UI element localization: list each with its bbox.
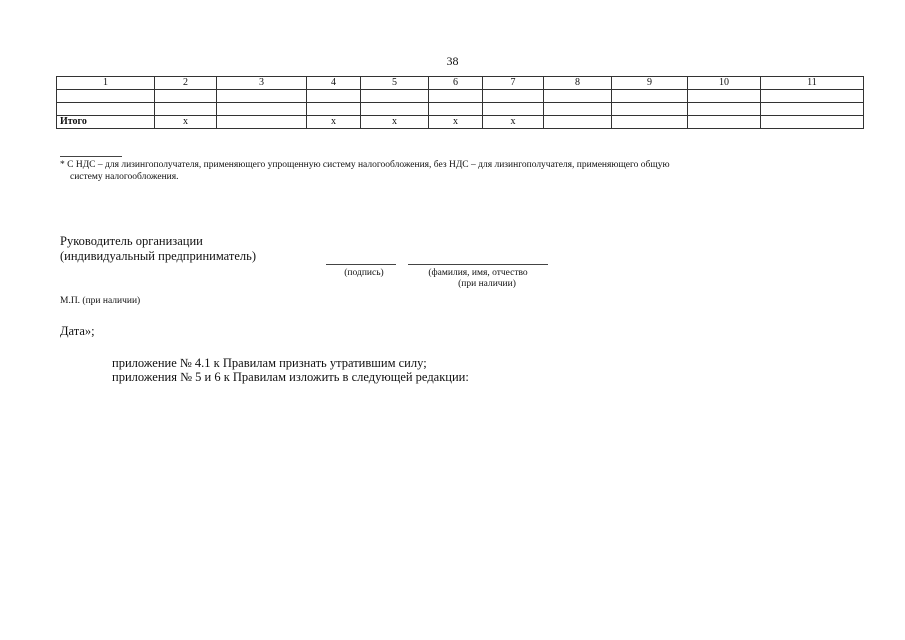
table-cell xyxy=(361,90,429,103)
table-cell: 5 xyxy=(361,77,429,90)
table-cell xyxy=(57,90,155,103)
table-cell: 10 xyxy=(688,77,761,90)
table-cell: 6 xyxy=(429,77,483,90)
table-cell: 1 xyxy=(57,77,155,90)
footnote-line-1: * С НДС – для лизингополучателя, применяющего упрощенную систему налогообложения, без НДС – для лизингополучателя, применяющего общую xyxy=(60,160,670,170)
table-cell xyxy=(761,103,864,116)
table-cell xyxy=(544,116,612,129)
name-caption xyxy=(402,268,554,290)
table-cell xyxy=(544,103,612,116)
table-cell: х xyxy=(361,116,429,129)
body-paragraphs xyxy=(112,356,469,384)
table-cell xyxy=(429,90,483,103)
table-cell: х xyxy=(483,116,544,129)
table-row xyxy=(57,90,864,103)
table-cell xyxy=(483,103,544,116)
table-cell xyxy=(612,116,688,129)
date-label: Дата»; xyxy=(60,324,95,338)
table-cell xyxy=(688,90,761,103)
table-cell xyxy=(688,116,761,129)
table-cell xyxy=(429,103,483,116)
signer-title xyxy=(60,234,256,264)
table-cell: х xyxy=(307,116,361,129)
table-cell xyxy=(155,90,217,103)
table-cell xyxy=(307,90,361,103)
name-caption-line-2: (при наличии) xyxy=(458,279,516,289)
summary-table xyxy=(56,76,864,129)
table-cell xyxy=(361,103,429,116)
table-cell: 9 xyxy=(612,77,688,90)
signature-caption: (подпись) xyxy=(344,268,384,278)
table-row xyxy=(57,103,864,116)
footnote-rule xyxy=(60,156,122,157)
table-cell: 2 xyxy=(155,77,217,90)
table-cell xyxy=(761,116,864,129)
footnote xyxy=(60,159,850,183)
table-cell: х xyxy=(429,116,483,129)
table-cell: Итого xyxy=(57,116,155,129)
table-cell xyxy=(483,90,544,103)
table-cell xyxy=(761,90,864,103)
table-cell: 8 xyxy=(544,77,612,90)
table-cell: 3 xyxy=(217,77,307,90)
table-cell xyxy=(612,103,688,116)
page-number: 38 xyxy=(446,54,459,68)
signer-title-line-1: Руководитель организации xyxy=(60,234,203,248)
footnote-line-2: систему налогообложения. xyxy=(70,172,179,182)
table-cell xyxy=(307,103,361,116)
table-cell: 4 xyxy=(307,77,361,90)
stamp-note: М.П. (при наличии) xyxy=(60,296,141,306)
signer-title-line-2: (индивидуальный предприниматель) xyxy=(60,249,256,263)
body-paragraph-2: приложения № 5 и 6 к Правилам изложить в следующей редакции: xyxy=(112,370,469,384)
table-total-row xyxy=(57,116,864,129)
table-cell xyxy=(217,116,307,129)
table-cell xyxy=(155,103,217,116)
table-cell xyxy=(57,103,155,116)
table-cell: х xyxy=(155,116,217,129)
table-header-row xyxy=(57,77,864,90)
table-cell xyxy=(217,103,307,116)
table-cell: 11 xyxy=(761,77,864,90)
name-line xyxy=(408,264,548,265)
signature-line xyxy=(326,264,396,265)
table-cell xyxy=(217,90,307,103)
table-cell xyxy=(544,90,612,103)
table-cell: 7 xyxy=(483,77,544,90)
name-caption-line-1: (фамилия, имя, отчество xyxy=(428,268,528,278)
table-cell xyxy=(612,90,688,103)
body-paragraph-1: приложение № 4.1 к Правилам признать утратившим силу; xyxy=(112,356,427,370)
table-cell xyxy=(688,103,761,116)
